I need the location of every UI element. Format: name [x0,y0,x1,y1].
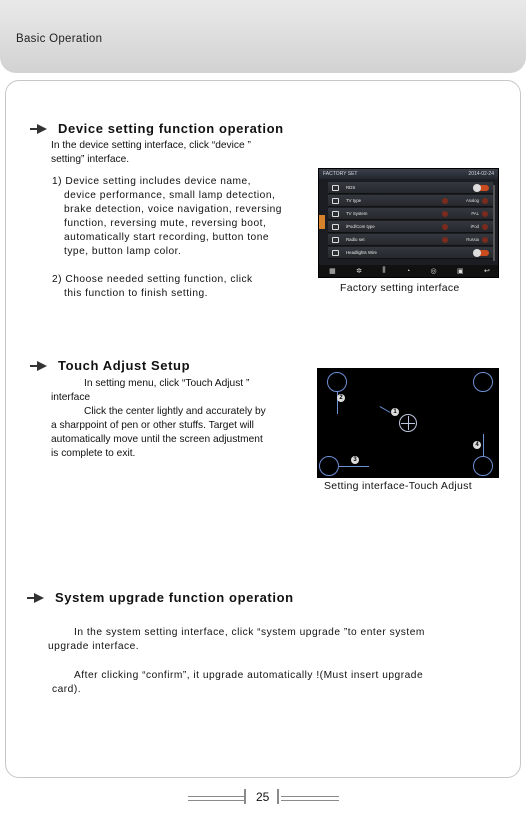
text-line: In setting menu, click “Touch Adjust ” [84,378,250,389]
ipod-icon [332,224,339,230]
picture-icon: ▣ [456,268,464,275]
step-number: 3 [351,456,359,464]
factory-row [328,208,493,220]
text-line: interface [51,392,91,403]
touch-adjust-screenshot [317,368,499,478]
path-line [483,434,484,456]
radio-icon [332,237,339,243]
text-line: Click the center lightly and accurately by [84,406,266,417]
section-title-text: Touch Adjust Setup [58,358,191,373]
toggle-switch [475,185,489,191]
factory-date: 2014-02-24 [468,171,494,177]
device-intro [51,139,251,167]
prev-icon [442,237,448,243]
scrollbar [493,185,495,261]
footer-tick [244,789,246,804]
factory-row [328,195,493,207]
toggle-switch [475,250,489,256]
side-tab [319,215,325,229]
prev-icon [442,211,448,217]
footer-rule-right [281,796,339,801]
text-line: this function to finish setting. [64,288,208,299]
target-circle [319,456,339,476]
text-line: a sharppoint of pen or other stuffs. Target will [51,420,254,431]
prev-icon [442,224,448,230]
text-line: automatically move until the screen adjustment [51,434,263,445]
text-line: In the system setting interface, click “system upgrade ”to enter system [74,627,425,638]
text-line: 2) Choose needed setting function, click [52,274,253,285]
text-line: After clicking “confirm”, it upgrade automatically !(Must insert upgrade [74,670,424,681]
section-title-device [30,121,284,136]
header-title: Basic Operation [16,33,103,45]
arrow-bullet-icon [30,361,50,371]
row-value: iPod [470,224,479,229]
footer-rule-left [188,796,244,801]
prev-icon [442,198,448,204]
text-line: type, button lamp color. [64,246,182,257]
back-icon: ↩ [483,268,490,275]
page-number: 25 [256,790,270,804]
factory-bottom-bar [319,265,499,277]
path-line [380,406,391,413]
section-title-upgrade [27,590,294,605]
tv-icon [332,211,339,217]
row-label: RDS [346,185,356,190]
touch-caption: Setting interface-Touch Adjust [324,480,472,492]
row-label: TV type [346,198,362,203]
row-label: iPod/Com type [346,224,375,229]
crosshair-line [408,416,409,430]
upgrade-paragraph-2 [48,669,423,697]
target-circle [473,456,493,476]
grid-icon: ▦ [329,268,336,275]
row-value: Russia [466,237,479,242]
row-label: TV System [346,211,368,216]
factory-row [328,182,493,194]
device-item-1 [52,175,282,259]
step-number: 4 [473,441,481,449]
factory-row [328,221,493,233]
text-line: function, reversing mute, reversing boot, [64,218,267,229]
section-title-touch [30,358,190,373]
text-line: automatically start recording, button tone [64,232,270,243]
row-label: Headlights Wire [346,250,377,255]
touch-paragraph-2 [51,405,266,461]
text-line: setting” interface. [51,154,130,165]
next-icon [482,224,488,230]
device-item-2 [52,273,253,301]
section-title-text: System upgrade function operation [55,590,294,605]
section-title-text: Device setting function operation [58,121,284,136]
row-value: PAL [471,211,479,216]
next-icon [482,237,488,243]
text-line: card). [52,684,82,695]
factory-setting-screenshot [318,168,499,278]
factory-title: FACTORY SET [323,171,358,177]
footer-tick [277,789,279,804]
text-line: upgrade interface. [48,641,140,652]
path-line [339,466,369,467]
text-line: device performance, small lamp detection, [64,190,276,201]
arrow-bullet-icon [27,593,47,603]
text-line: In the device setting interface, click “device ” [51,140,251,151]
page-header [0,0,526,73]
upgrade-paragraph-1 [48,626,425,654]
touch-paragraph-1 [51,377,249,405]
row-value: Analog [465,198,479,203]
gear-icon: ✲ [356,268,363,275]
factory-row [328,247,493,259]
tv-icon [332,198,339,204]
text-line: brake detection, voice navigation, reversing [64,204,282,215]
factory-top-bar [319,169,498,179]
factory-row [328,234,493,246]
text-line: is complete to exit. [51,448,136,459]
equalizer-icon: ⫼ [382,267,386,274]
power-icon: ◔ [405,267,411,275]
target-circle [327,372,347,392]
row-label: Radio set [346,237,365,242]
bulb-icon [332,250,339,256]
rds-icon [332,185,339,191]
search-icon: ◎ [430,268,437,275]
factory-caption: Factory setting interface [340,282,460,294]
step-number: 1 [391,408,399,416]
step-number: 2 [337,394,345,402]
text-line: 1) Device setting includes device name, [52,176,252,187]
target-circle [473,372,493,392]
arrow-bullet-icon [30,124,50,134]
next-icon [482,211,488,217]
next-icon [482,198,488,204]
